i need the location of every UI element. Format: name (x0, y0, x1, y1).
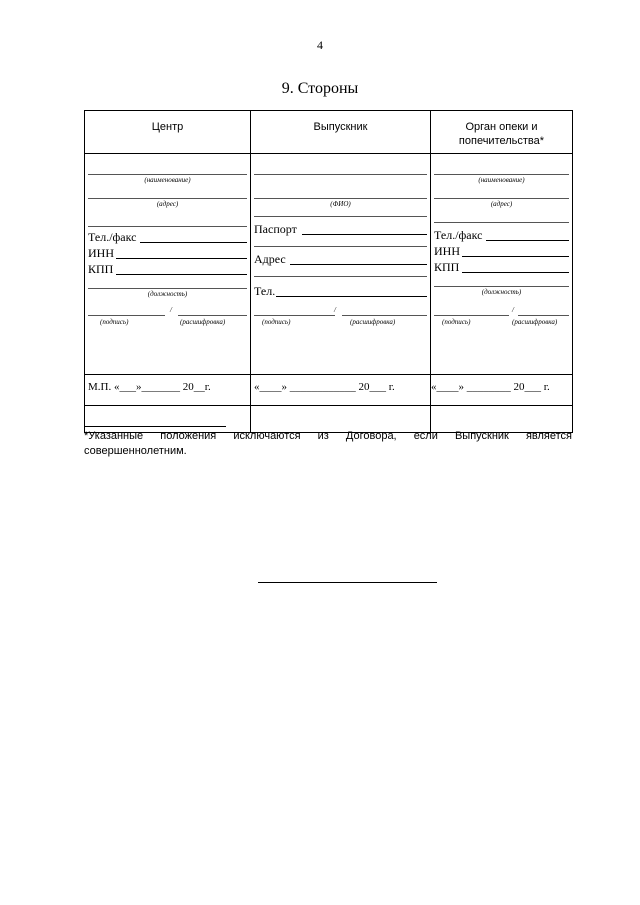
kpp-field: КПП (88, 262, 247, 277)
caption-fio: (ФИО) (330, 200, 351, 208)
caption-name: (наименование) (144, 176, 191, 184)
caption-decoding: (расшифровка) (180, 318, 226, 326)
date-row (85, 375, 573, 406)
phone-fax-field: Тел./факс (88, 230, 247, 245)
caption-decoding: (расшифровка) (350, 318, 396, 326)
center-details: (наименование) (адрес) Тел./факс ИНН КПП (должность) / (подпись) (расшифровка) (85, 154, 251, 375)
end-line (258, 582, 437, 583)
center-date: М.П. «___»_______ 20__г. (85, 375, 251, 406)
header-center: Центр (85, 111, 251, 154)
parties-table (84, 110, 573, 433)
caption-signature: (подпись) (262, 318, 291, 326)
caption-address: (адрес) (156, 200, 179, 208)
inn-field: ИНН (88, 246, 247, 261)
kpp-field: КПП (434, 260, 569, 275)
graduate-date: «____» ____________ 20___ г. (251, 375, 431, 406)
header-row (85, 111, 573, 154)
passport-field: Паспорт (254, 222, 427, 237)
header-guardianship: Орган опеки и попечительства* (431, 111, 573, 154)
details-row (85, 154, 573, 375)
caption-signature: (подпись) (100, 318, 129, 326)
caption-signature: (подпись) (442, 318, 471, 326)
caption-address: (адрес) (490, 200, 513, 208)
guardianship-date: «____» ________ 20___ г. (431, 375, 573, 406)
guardianship-details: (наименование) (адрес) Тел./факс ИНН КПП (должность) / (подпись) (расшифровка) (431, 154, 573, 375)
footnote-separator (84, 426, 226, 427)
phone-fax-field: Тел./факс (434, 228, 569, 243)
address-field: Адрес (254, 252, 427, 267)
inn-field: ИНН (434, 244, 569, 259)
graduate-details: (ФИО) Паспорт Адрес Тел. / (подпись) (расшифровка) (251, 154, 431, 375)
caption-position: (должность) (147, 290, 188, 298)
header-graduate: Выпускник (251, 111, 431, 154)
caption-name: (наименование) (478, 176, 525, 184)
caption-position: (должность) (481, 288, 522, 296)
caption-decoding: (расшифровка) (512, 318, 558, 326)
section-title: 9. Стороны (281, 80, 359, 97)
page-number: 4 (317, 38, 323, 52)
footnote: *Указанные положения исключаются из Договора, если Выпускник является совершеннолетним. (84, 430, 572, 457)
phone-field: Тел. (254, 284, 427, 299)
